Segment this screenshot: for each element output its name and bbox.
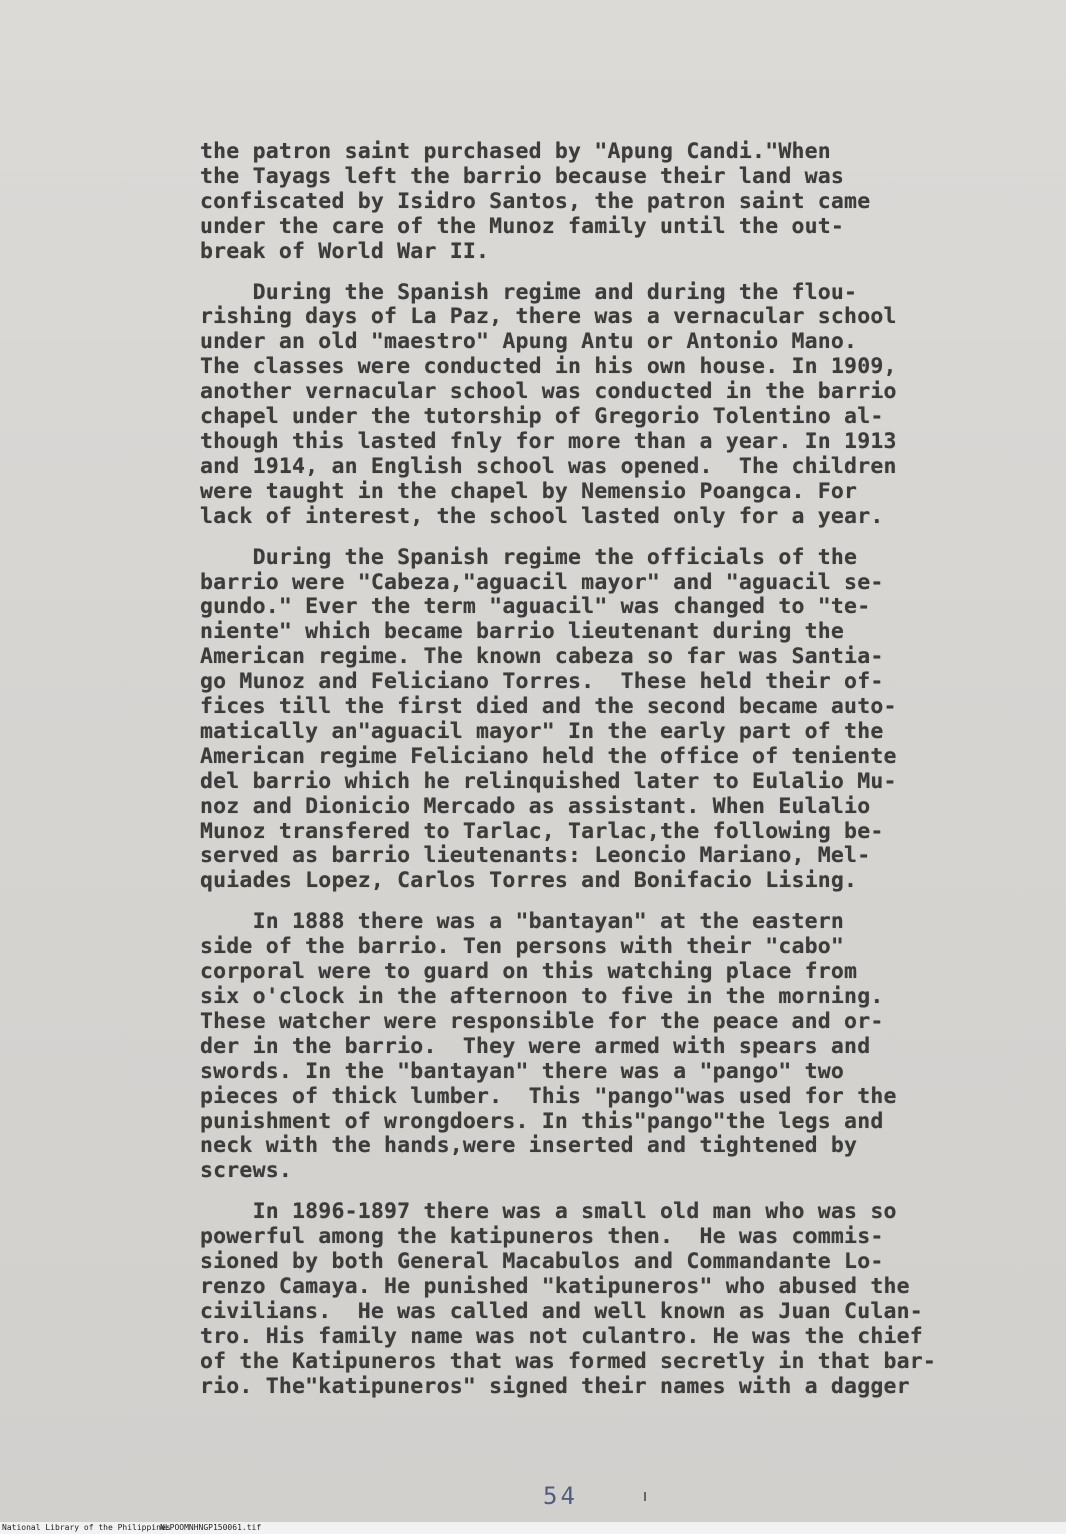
text-line: In 1896-1897 there was a small old man who was so: [200, 1199, 897, 1225]
footer-source: National Library of the Philippines: [2, 1523, 171, 1532]
text-line: noz and Dionicio Mercado as assistant. When Eulalio: [200, 793, 871, 819]
footer-filename: NLPOOMNHNGP150061.tif: [160, 1523, 262, 1532]
text-line: and 1914, an English school was opened. The children: [200, 453, 897, 479]
text-line: screws.: [200, 1158, 293, 1184]
text-line: served as barrio lieutenants: Leoncio Mariano, Mel-: [200, 843, 871, 869]
text-line: side of the barrio. Ten persons with their "cabo": [200, 934, 845, 960]
text-line: fices till the first died and the second became auto-: [200, 694, 897, 720]
text-line: under an old "maestro" Apung Antu or Antonio Mano.: [200, 329, 858, 355]
text-line: pieces of thick lumber. This "pango"was used for the: [200, 1083, 897, 1109]
text-line: under the care of the Munoz family until the out-: [200, 213, 845, 239]
text-line: rio. The"katipuneros" signed their names with a dagger: [200, 1373, 910, 1399]
text-line: These watcher were responsible for the peace and or-: [200, 1008, 884, 1034]
text-line: niente" which became barrio lieutenant during the: [200, 619, 845, 645]
text-line: the Tayags left the barrio because their land was: [200, 163, 845, 189]
page-number: 54: [543, 1482, 578, 1510]
text-line: American regime Feliciano held the office of teniente: [200, 743, 897, 769]
text-line: confiscated by Isidro Santos, the patron saint came: [200, 188, 871, 214]
text-line: del barrio which he relinquished later to Eulalio Mu-: [200, 768, 897, 794]
text-line: The classes were conducted in his own house. In 1909,: [200, 354, 897, 380]
body-text: [200, 140, 1020, 1400]
scan-footer: [0, 1522, 1066, 1534]
paragraph-3: [200, 546, 1020, 895]
text-line: rishing days of La Paz, there was a vernacular school: [200, 304, 897, 330]
text-line: swords. In the "bantayan" there was a "pango" two: [200, 1058, 845, 1084]
text-line: Munoz transfered to Tarlac, Tarlac,the following be-: [200, 818, 884, 844]
text-line: of the Katipuneros that was formed secretly in that bar-: [200, 1348, 937, 1374]
pen-mark: [644, 1492, 646, 1501]
text-line: quiades Lopez, Carlos Torres and Bonifacio Lising.: [200, 868, 858, 894]
text-line: break of World War II.: [200, 238, 490, 264]
text-line: powerful among the katipuneros then. He was commis-: [200, 1224, 884, 1250]
text-line: though this lasted fnly for more than a year. In 1913: [200, 428, 897, 454]
text-line: American regime. The known cabeza so far was Santia-: [200, 644, 884, 670]
paragraph-1: [200, 140, 1020, 265]
text-line: were taught in the chapel by Nemensio Poangca. For: [200, 478, 858, 504]
text-line: barrio were "Cabeza,"aguacil mayor" and "aguacil se-: [200, 569, 884, 595]
text-line: neck with the hands,were inserted and tightened by: [200, 1133, 858, 1159]
text-line: renzo Camaya. He punished "katipuneros" who abused the: [200, 1273, 910, 1299]
text-line: go Munoz and Feliciano Torres. These held their of-: [200, 669, 884, 695]
text-line: der in the barrio. They were armed with spears and: [200, 1033, 871, 1059]
text-line: sioned by both General Macabulos and Commandante Lo-: [200, 1249, 884, 1275]
text-line: punishment of wrongdoers. In this"pango"the legs and: [200, 1108, 884, 1134]
text-line: In 1888 there was a "bantayan" at the eastern: [200, 909, 845, 935]
text-line: During the Spanish regime and during the flou-: [200, 279, 858, 305]
text-line: lack of interest, the school lasted only for a year.: [200, 503, 884, 529]
paragraph-2: [200, 281, 1020, 530]
text-line: chapel under the tutorship of Gregorio Tolentino al-: [200, 404, 884, 430]
text-line: the patron saint purchased by "Apung Candi."When: [200, 139, 831, 164]
paragraph-4: [200, 910, 1020, 1184]
text-line: During the Spanish regime the officials of the: [200, 544, 858, 570]
paragraph-5: [200, 1200, 1020, 1399]
text-line: gundo." Ever the term "aguacil" was changed to "te-: [200, 594, 871, 620]
text-line: corporal were to guard on this watching place from: [200, 959, 858, 985]
text-line: matically an"aguacil mayor" In the early part of the: [200, 718, 884, 744]
text-line: another vernacular school was conducted in the barrio: [200, 379, 897, 405]
text-line: six o'clock in the afternoon to five in the morning.: [200, 984, 884, 1009]
text-line: tro. His family name was not culantro. He was the chief: [200, 1323, 923, 1349]
text-line: civilians. He was called and well known as Juan Culan-: [200, 1298, 923, 1324]
